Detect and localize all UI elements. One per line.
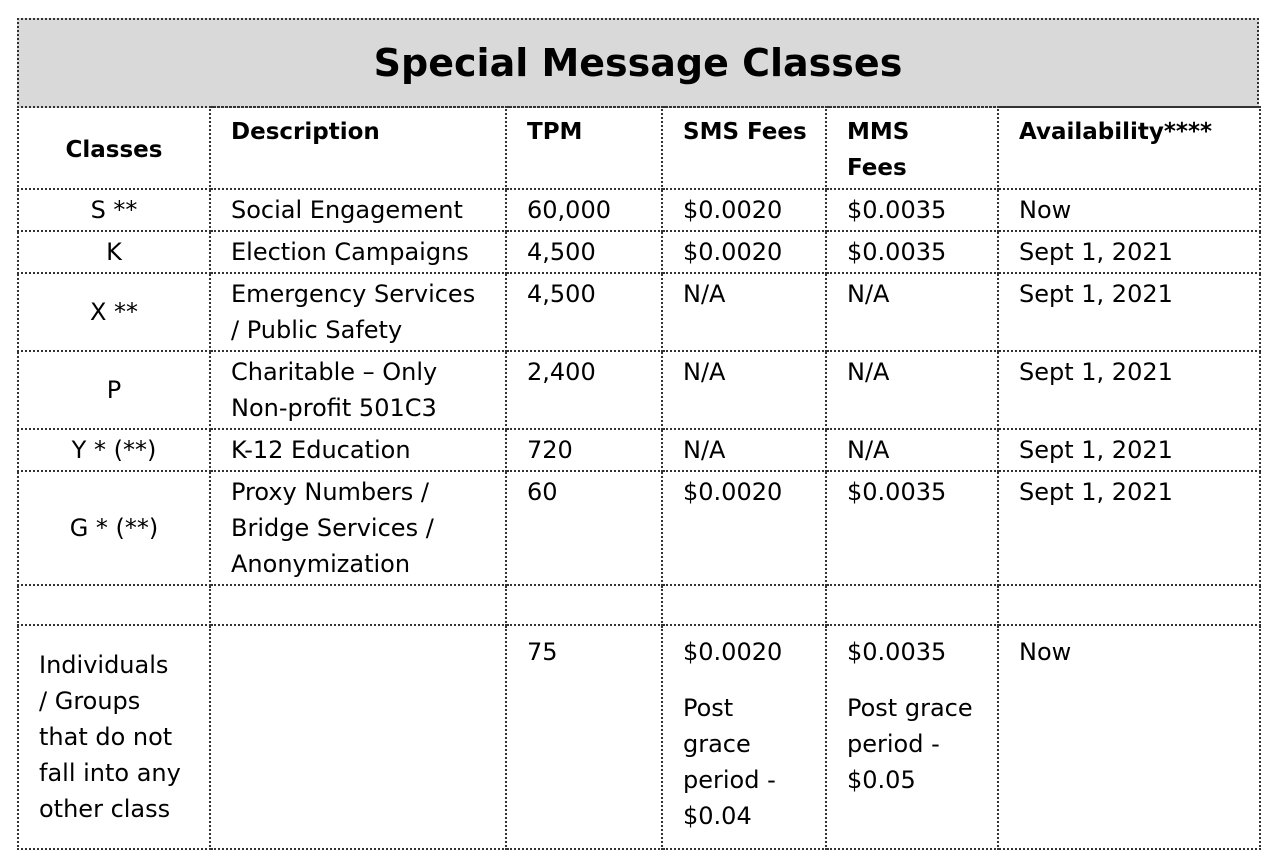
empty-cell <box>662 585 826 625</box>
table-row <box>18 471 1260 585</box>
header-description: Description <box>210 107 506 189</box>
description-cell: Social Engagement <box>210 189 506 231</box>
tpm-cell: 2,400 <box>506 351 662 429</box>
description-cell <box>210 625 506 849</box>
mms-fee-cell: N/A <box>826 273 998 351</box>
page-title: Special Message Classes <box>373 41 903 85</box>
availability-cell: Sept 1, 2021 <box>998 351 1260 429</box>
description-cell: Charitable – Only Non-profit 501C3 <box>210 351 506 429</box>
empty-cell <box>826 585 998 625</box>
availability-cell: Sept 1, 2021 <box>998 231 1260 273</box>
sms-fee-value: $0.0020 <box>683 638 783 666</box>
availability-cell: Sept 1, 2021 <box>998 273 1260 351</box>
description-cell: Emergency Services / Public Safety <box>210 273 506 351</box>
mms-fee-cell: $0.0035 <box>826 231 998 273</box>
class-cell: S ** <box>18 189 210 231</box>
header-mms-fees: MMS Fees <box>826 107 998 189</box>
table-row <box>18 273 1260 351</box>
empty-cell <box>998 585 1260 625</box>
sms-fee-cell: $0.0020 <box>662 231 826 273</box>
table-row <box>18 231 1260 273</box>
sms-fee-cell <box>662 625 826 849</box>
empty-cell <box>210 585 506 625</box>
availability-cell: Sept 1, 2021 <box>998 471 1260 585</box>
description-cell: Proxy Numbers / Bridge Services / Anonymization <box>210 471 506 585</box>
sms-fee-cell: N/A <box>662 273 826 351</box>
class-cell: P <box>18 351 210 429</box>
tpm-cell: 4,500 <box>506 273 662 351</box>
tpm-cell: 4,500 <box>506 231 662 273</box>
tpm-cell: 75 <box>506 625 662 849</box>
table-title-bar <box>17 18 1259 108</box>
sms-fee-cell: $0.0020 <box>662 189 826 231</box>
class-cell: Y * (**) <box>18 429 210 471</box>
availability-cell: Now <box>998 189 1260 231</box>
header-row <box>18 107 1260 189</box>
mms-fee-cell <box>826 625 998 849</box>
empty-cell <box>506 585 662 625</box>
tpm-cell: 60 <box>506 471 662 585</box>
header-sms-fees: SMS Fees <box>662 107 826 189</box>
table-row <box>18 429 1260 471</box>
class-cell: G * (**) <box>18 471 210 585</box>
empty-row <box>18 585 1260 625</box>
tpm-cell: 720 <box>506 429 662 471</box>
sms-fee-cell: N/A <box>662 351 826 429</box>
mms-fee-note: Post grace period - $0.05 <box>847 694 973 794</box>
availability-cell: Sept 1, 2021 <box>998 429 1260 471</box>
mms-fee-value: $0.0035 <box>847 638 947 666</box>
mms-fee-cell: N/A <box>826 429 998 471</box>
description-cell: K-12 Education <box>210 429 506 471</box>
table-row <box>18 351 1260 429</box>
class-cell: K <box>18 231 210 273</box>
empty-cell <box>18 585 210 625</box>
tpm-cell: 60,000 <box>506 189 662 231</box>
message-classes-table <box>17 106 1261 850</box>
mms-fee-cell: N/A <box>826 351 998 429</box>
table-row <box>18 189 1260 231</box>
sms-fee-cell: $0.0020 <box>662 471 826 585</box>
availability-cell: Now <box>998 625 1260 849</box>
description-cell: Election Campaigns <box>210 231 506 273</box>
class-cell: Individuals / Groups that do not fall into any other class <box>18 625 210 849</box>
sms-fee-cell: N/A <box>662 429 826 471</box>
mms-fee-cell: $0.0035 <box>826 189 998 231</box>
mms-fee-cell: $0.0035 <box>826 471 998 585</box>
header-availability: Availability**** <box>998 107 1260 189</box>
individuals-row <box>18 625 1260 849</box>
sms-fee-note: Post grace period - $0.04 <box>683 694 776 830</box>
header-tpm: TPM <box>506 107 662 189</box>
class-cell: X ** <box>18 273 210 351</box>
header-classes: Classes <box>18 107 210 189</box>
